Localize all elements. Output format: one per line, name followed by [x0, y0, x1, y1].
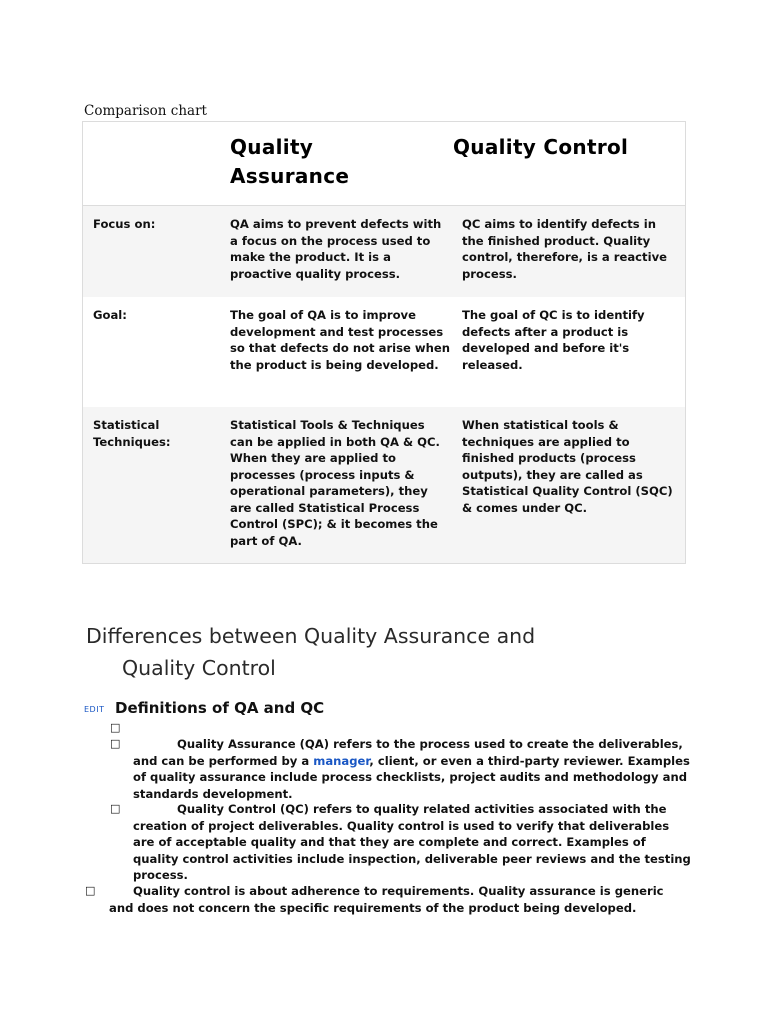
bullet-icon: □	[110, 802, 121, 815]
manager-link[interactable]: manager	[313, 753, 370, 768]
table-row	[83, 297, 685, 407]
header-quality-assurance: Quality Assurance	[230, 135, 350, 188]
bullet-icon: □	[110, 721, 121, 734]
qa-definition	[133, 736, 693, 802]
qa-cell: QA aims to prevent defects with a focus on the process used to make the product. It is a proactive quality process.	[230, 217, 442, 281]
section-heading-line2: Quality Control	[122, 656, 276, 680]
header-quality-control: Quality Control	[453, 135, 629, 159]
qa-definition-text-end: , client, or even a third-party reviewer. Examples of quality assurance include process checklists, project audits and methodology and standards development.	[133, 753, 690, 801]
table-row	[83, 206, 685, 297]
comparison-table	[82, 121, 686, 564]
bullet-icon: □	[110, 737, 121, 750]
qa-definition-text: Quality Assurance (QA) refers to the process used to create the deliverables, and can be performed by a	[133, 737, 683, 768]
qc-cell: QC aims to identify defects in the finished product. Quality control, therefore, is a reactive process.	[462, 217, 667, 281]
table-header-row	[83, 122, 685, 206]
table-row	[83, 407, 685, 563]
qc-definition-text: Quality Control (QC) refers to quality related activities associated with the creation of project deliverables. Quality control is used to verify that deliverables are of acceptable quality and that they are complete and correct. Examples of quality control activities include inspection, deliverable peer reviews and the testing process.	[133, 802, 691, 882]
subsection-heading: Definitions of QA and QC	[115, 699, 325, 717]
section-heading	[86, 620, 686, 684]
row-label: Goal:	[93, 308, 127, 322]
qc-cell: When statistical tools & techniques are applied to finished products (process outputs), they are called as Statistical Quality Control (SQC) & comes under QC.	[462, 418, 673, 515]
adherence-paragraph	[109, 883, 669, 916]
qa-cell: The goal of QA is to improve development and test processes so that defects do not arise when the product is being developed.	[230, 308, 451, 372]
qc-definition	[133, 801, 693, 884]
qc-cell: The goal of QC is to identify defects after a product is developed and before it's released.	[462, 308, 645, 372]
qa-cell: Statistical Tools & Techniques can be applied in both QA & QC. When they are applied to processes (process inputs & operational parameters), they are called Statistical Process Control (SPC); & it becomes the part of QA.	[230, 418, 440, 548]
chart-caption: Comparison chart	[84, 103, 207, 119]
section-heading-line1: Differences between Quality Assurance and	[86, 624, 536, 648]
row-label: Focus on:	[93, 217, 156, 231]
row-label: Statistical Techniques:	[93, 418, 171, 449]
adherence-text: Quality control is about adherence to requirements. Quality assurance is generic and does not concern the specific requirements of the product being developed.	[109, 884, 664, 915]
edit-link[interactable]: EDIT	[84, 705, 105, 714]
bullet-icon: □	[85, 884, 96, 897]
